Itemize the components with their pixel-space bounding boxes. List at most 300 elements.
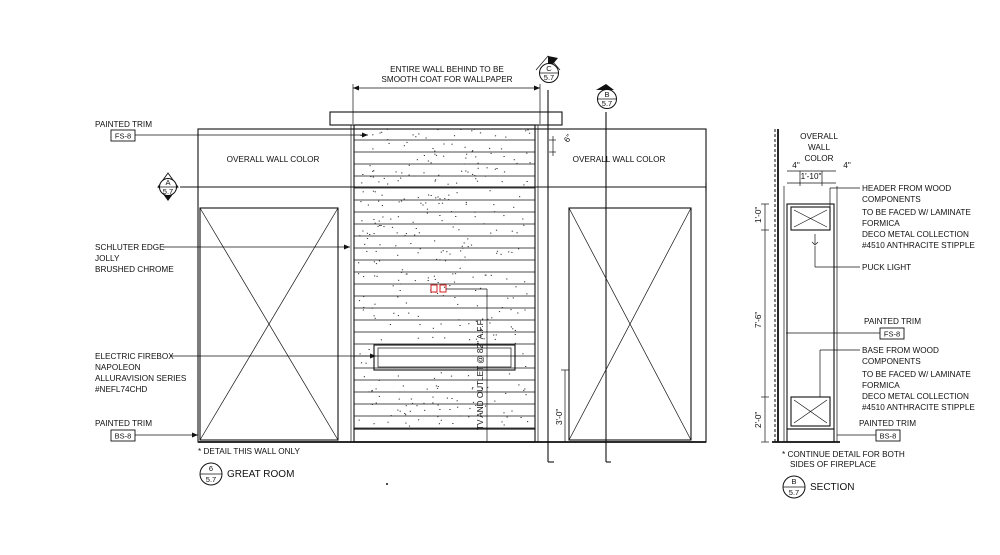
- texture-speck: [418, 133, 419, 134]
- section-view-sheet: 5.7: [788, 488, 800, 497]
- texture-speck: [468, 323, 469, 324]
- texture-speck: [423, 172, 424, 173]
- texture-speck: [375, 318, 376, 319]
- texture-speck: [376, 263, 377, 264]
- texture-speck: [443, 250, 444, 251]
- texture-speck: [376, 403, 377, 404]
- texture-speck: [501, 421, 502, 422]
- texture-speck: [515, 334, 516, 335]
- texture-speck: [442, 220, 443, 221]
- texture-speck: [503, 412, 504, 413]
- texture-speck: [468, 246, 469, 247]
- texture-speck: [378, 201, 379, 202]
- painted-trim-bottom-tag: BS-8: [114, 431, 132, 441]
- texture-speck: [448, 195, 449, 196]
- texture-speck: [457, 192, 458, 193]
- texture-speck: [521, 417, 522, 418]
- texture-speck: [359, 235, 360, 236]
- texture-speck: [460, 129, 461, 130]
- texture-speck: [507, 298, 508, 299]
- header-note-5: DECO METAL COLLECTION: [862, 230, 969, 239]
- texture-speck: [367, 238, 368, 239]
- texture-speck: [401, 172, 402, 173]
- texture-speck: [512, 231, 513, 232]
- texture-speck: [449, 285, 450, 286]
- schluter-line-3: BRUSHED CHROME: [95, 265, 174, 274]
- texture-speck: [477, 305, 478, 306]
- detail-note: * DETAIL THIS WALL ONLY: [198, 447, 300, 456]
- firebox-line-2: NAPOLEON: [95, 363, 141, 372]
- texture-speck: [393, 285, 394, 286]
- texture-speck: [367, 233, 368, 234]
- texture-speck: [449, 254, 450, 255]
- texture-speck: [505, 137, 506, 138]
- texture-speck: [418, 338, 419, 339]
- texture-speck: [464, 257, 465, 258]
- texture-speck: [478, 163, 479, 164]
- texture-speck: [374, 233, 375, 234]
- texture-speck: [437, 129, 438, 130]
- texture-speck: [405, 414, 406, 415]
- texture-speck: [432, 337, 433, 338]
- texture-speck: [487, 167, 488, 168]
- texture-speck: [461, 171, 462, 172]
- texture-speck: [435, 197, 436, 198]
- header-mantel: [330, 112, 562, 125]
- texture-speck: [505, 393, 506, 394]
- texture-speck: [436, 385, 437, 386]
- texture-speck: [495, 135, 496, 136]
- firebox-line-1: ELECTRIC FIREBOX: [95, 352, 174, 361]
- marker-b-sheet: 5.7: [601, 99, 613, 108]
- texture-speck: [475, 216, 476, 217]
- texture-speck: [475, 290, 476, 291]
- texture-speck: [437, 416, 438, 417]
- texture-speck: [374, 261, 375, 262]
- texture-speck: [524, 281, 525, 282]
- texture-speck: [473, 402, 474, 403]
- texture-speck: [418, 197, 419, 198]
- texture-speck: [472, 388, 473, 389]
- texture-speck: [458, 319, 459, 320]
- texture-speck: [399, 392, 400, 393]
- texture-speck: [460, 325, 461, 326]
- texture-speck: [434, 151, 435, 152]
- texture-speck: [514, 159, 515, 160]
- puck-light-label: PUCK LIGHT: [862, 263, 912, 272]
- texture-speck: [451, 376, 452, 377]
- texture-speck: [445, 260, 446, 261]
- texture-speck: [485, 406, 486, 407]
- texture-speck: [406, 142, 407, 143]
- texture-speck: [398, 280, 399, 281]
- texture-speck: [427, 389, 428, 390]
- texture-speck: [406, 233, 407, 234]
- texture-speck: [471, 130, 472, 131]
- marker-a-letter: A: [165, 178, 171, 187]
- texture-speck: [406, 274, 407, 275]
- panel-lines: [354, 140, 535, 428]
- texture-speck: [369, 349, 370, 350]
- texture-speck: [526, 394, 527, 395]
- texture-speck: [524, 310, 525, 311]
- texture-speck: [447, 398, 448, 399]
- texture-speck: [395, 245, 396, 246]
- texture-speck: [409, 165, 410, 166]
- texture-speck: [454, 135, 455, 136]
- texture-speck: [391, 415, 392, 416]
- texture-speck: [375, 223, 376, 224]
- view-title-section: [783, 476, 854, 498]
- section-marker-c: [536, 56, 560, 462]
- texture-speck: [425, 202, 426, 203]
- texture-speck: [358, 262, 359, 263]
- texture-speck: [432, 148, 433, 149]
- texture-speck: [362, 231, 363, 232]
- dim-mid-height: 7'-6": [754, 311, 763, 328]
- texture-speck: [420, 248, 421, 249]
- texture-speck: [465, 171, 466, 172]
- texture-speck: [397, 297, 398, 298]
- texture-speck: [467, 172, 468, 173]
- texture-speck: [370, 165, 371, 166]
- texture-speck: [369, 234, 370, 235]
- marker-a-sheet: 5.7: [162, 187, 174, 196]
- texture-speck: [406, 303, 407, 304]
- texture-speck: [419, 324, 420, 325]
- base-note-1: BASE FROM WOOD: [862, 346, 939, 355]
- outlet-right: [440, 285, 446, 292]
- texture-speck: [439, 215, 440, 216]
- texture-speck: [402, 269, 403, 270]
- texture-speck: [382, 195, 383, 196]
- view-title-great-room: [200, 463, 294, 485]
- texture-speck: [397, 410, 398, 411]
- texture-speck: [444, 198, 445, 199]
- texture-speck: [368, 391, 369, 392]
- painted-trim-mid-label: PAINTED TRIM: [864, 317, 922, 326]
- marker-c-sheet: 5.7: [543, 73, 555, 82]
- texture-speck: [508, 251, 509, 252]
- texture-speck: [390, 219, 391, 220]
- texture-speck: [454, 282, 455, 283]
- texture-speck: [494, 401, 495, 402]
- texture-speck: [474, 212, 475, 213]
- texture-speck: [478, 168, 479, 169]
- texture-speck: [527, 421, 528, 422]
- texture-speck: [435, 181, 436, 182]
- schluter-line-1: SCHLUTER EDGE: [95, 243, 165, 252]
- texture-speck: [435, 179, 436, 180]
- texture-speck: [412, 403, 413, 404]
- texture-speck: [383, 226, 384, 227]
- smooth-coat-note-2: SMOOTH COAT FOR WALLPAPER: [381, 75, 513, 84]
- texture-speck: [507, 417, 508, 418]
- texture-speck: [503, 215, 504, 216]
- dim-six-inch: 6": [562, 132, 574, 145]
- texture-speck: [393, 313, 394, 314]
- texture-speck: [517, 313, 518, 314]
- texture-speck: [472, 174, 473, 175]
- texture-speck: [400, 178, 401, 179]
- texture-speck: [380, 133, 381, 134]
- continue-note-2: SIDES OF FIREPLACE: [790, 460, 876, 469]
- texture-speck: [379, 221, 380, 222]
- texture-speck: [485, 275, 486, 276]
- texture-speck: [441, 372, 442, 373]
- texture-speck: [409, 426, 410, 427]
- texture-speck: [495, 169, 496, 170]
- texture-speck: [388, 422, 389, 423]
- texture-speck: [468, 416, 469, 417]
- texture-speck: [381, 339, 382, 340]
- texture-speck: [408, 313, 409, 314]
- dim-width: 1'-10": [800, 172, 822, 181]
- texture-speck: [443, 295, 444, 296]
- texture-speck: [379, 244, 380, 245]
- texture-speck: [382, 217, 383, 218]
- texture-speck: [439, 259, 440, 260]
- texture-speck: [457, 407, 458, 408]
- texture-speck: [466, 204, 467, 205]
- texture-speck: [436, 155, 437, 156]
- texture-speck: [504, 171, 505, 172]
- texture-speck: [400, 284, 401, 285]
- texture-speck: [467, 238, 468, 239]
- texture-speck: [466, 202, 467, 203]
- texture-speck: [512, 328, 513, 329]
- wall-color-left: OVERALL WALL COLOR: [226, 155, 320, 164]
- texture-speck: [511, 326, 512, 327]
- texture-speck: [475, 156, 476, 157]
- texture-speck: [460, 250, 461, 251]
- texture-speck: [434, 154, 435, 155]
- texture-speck: [359, 420, 360, 421]
- texture-speck: [387, 129, 388, 130]
- dim-header-height: 1'-0": [754, 206, 763, 223]
- texture-speck: [379, 380, 380, 381]
- texture-speck: [399, 399, 400, 400]
- texture-speck: [491, 275, 492, 276]
- texture-speck: [469, 408, 470, 409]
- texture-speck: [401, 272, 402, 273]
- texture-speck: [451, 211, 452, 212]
- base-note-6: #4510 ANTHRACITE STIPPLE: [862, 403, 975, 412]
- texture-speck: [530, 162, 531, 163]
- painted-trim-mid-tag: FS-8: [883, 329, 901, 339]
- texture-speck: [376, 388, 377, 389]
- texture-speck: [523, 390, 524, 391]
- wall-color-right: OVERALL WALL COLOR: [572, 155, 666, 164]
- texture-speck: [435, 279, 436, 280]
- texture-speck: [527, 130, 528, 131]
- texture-speck: [423, 403, 424, 404]
- texture-speck: [437, 293, 438, 294]
- texture-speck: [502, 181, 503, 182]
- texture-speck: [496, 168, 497, 169]
- texture-speck: [404, 145, 405, 146]
- view-name: GREAT ROOM: [227, 469, 295, 480]
- texture-speck: [410, 411, 411, 412]
- texture-speck: [382, 205, 383, 206]
- texture-speck: [490, 190, 491, 191]
- texture-speck: [404, 199, 405, 200]
- texture-speck: [375, 191, 376, 192]
- texture-speck: [427, 209, 428, 210]
- texture-speck: [529, 133, 530, 134]
- texture-speck: [454, 297, 455, 298]
- texture-speck: [359, 300, 360, 301]
- dim-top-right: 4": [843, 161, 851, 170]
- texture-speck: [438, 405, 439, 406]
- texture-speck: [522, 219, 523, 220]
- texture-speck: [432, 402, 433, 403]
- texture-speck: [439, 423, 440, 424]
- texture-speck: [389, 143, 390, 144]
- texture-speck: [415, 136, 416, 137]
- texture-speck: [364, 376, 365, 377]
- texture-speck: [518, 384, 519, 385]
- texture-speck: [517, 232, 518, 233]
- texture-speck: [372, 404, 373, 405]
- texture-speck: [460, 416, 461, 417]
- texture-speck: [373, 219, 374, 220]
- texture-speck: [376, 251, 377, 252]
- texture-speck: [443, 156, 444, 157]
- texture-speck: [480, 132, 481, 133]
- texture-speck: [487, 319, 488, 320]
- texture-speck: [398, 180, 399, 181]
- texture-speck: [523, 184, 524, 185]
- texture-speck: [473, 277, 474, 278]
- texture-speck: [387, 184, 388, 185]
- texture-speck: [457, 304, 458, 305]
- texture-speck: [398, 216, 399, 217]
- texture-speck: [489, 323, 490, 324]
- marker-c-letter: C: [546, 64, 552, 73]
- texture-speck: [398, 315, 399, 316]
- texture-speck: [493, 204, 494, 205]
- texture-speck: [496, 253, 497, 254]
- texture-speck: [405, 423, 406, 424]
- texture-speck: [527, 181, 528, 182]
- texture-speck: [438, 175, 439, 176]
- view-number: 6: [208, 464, 214, 473]
- texture-speck: [434, 378, 435, 379]
- texture-speck: [397, 232, 398, 233]
- header-note-1: HEADER FROM WOOD: [862, 184, 952, 193]
- texture-speck: [519, 196, 520, 197]
- texture-speck: [387, 139, 388, 140]
- texture-speck: [446, 251, 447, 252]
- firebox-line-4: #NEFL74CHD: [95, 385, 148, 394]
- texture-speck: [428, 277, 429, 278]
- texture-speck: [524, 389, 525, 390]
- texture-speck: [414, 235, 415, 236]
- texture-speck: [418, 252, 419, 253]
- texture-speck: [496, 334, 497, 335]
- texture-speck: [415, 280, 416, 281]
- texture-speck: [416, 405, 417, 406]
- texture-speck: [472, 387, 473, 388]
- texture-speck: [465, 147, 466, 148]
- texture-speck: [504, 156, 505, 157]
- texture-speck: [485, 176, 486, 177]
- texture-speck: [491, 153, 492, 154]
- smooth-coat-note-1: ENTIRE WALL BEHIND TO BE: [390, 65, 504, 74]
- texture-speck: [374, 275, 375, 276]
- texture-speck: [444, 287, 445, 288]
- texture-speck: [358, 273, 359, 274]
- section-marker-a: [158, 173, 706, 201]
- texture-speck: [439, 409, 440, 410]
- base-note-2: COMPONENTS: [862, 357, 921, 366]
- section-view-name: SECTION: [810, 482, 855, 493]
- texture-speck: [457, 400, 458, 401]
- texture-speck: [464, 243, 465, 244]
- great-room-elevation: [95, 56, 706, 485]
- texture-speck: [474, 175, 475, 176]
- texture-speck: [422, 205, 423, 206]
- texture-speck: [431, 162, 432, 163]
- texture-speck: [379, 225, 380, 226]
- texture-speck: [361, 220, 362, 221]
- section-marker-b: [596, 84, 617, 462]
- texture-speck: [363, 307, 364, 308]
- texture-speck: [378, 226, 379, 227]
- header-note-4: FORMICA: [862, 219, 900, 228]
- texture-speck: [497, 251, 498, 252]
- texture-speck: [399, 201, 400, 202]
- texture-speck: [368, 205, 369, 206]
- continue-note-1: * CONTINUE DETAIL FOR BOTH: [782, 450, 905, 459]
- texture-speck: [518, 248, 519, 249]
- section-view-letter: B: [791, 477, 797, 486]
- texture-speck: [400, 290, 401, 291]
- texture-speck: [372, 171, 373, 172]
- texture-speck: [361, 362, 362, 363]
- view-sheet: 5.7: [205, 475, 217, 484]
- texture-speck: [363, 191, 364, 192]
- texture-speck: [428, 161, 429, 162]
- texture-speck: [426, 138, 427, 139]
- texture-speck: [413, 134, 414, 135]
- texture-speck: [526, 153, 527, 154]
- texture-speck: [427, 213, 428, 214]
- texture-speck: [509, 373, 510, 374]
- texture-speck: [366, 363, 367, 364]
- texture-speck: [491, 317, 492, 318]
- texture-speck: [448, 199, 449, 200]
- texture-speck: [493, 335, 494, 336]
- texture-speck: [371, 391, 372, 392]
- texture-speck: [418, 316, 419, 317]
- texture-speck: [361, 182, 362, 183]
- texture-speck: [379, 260, 380, 261]
- texture-speck: [483, 223, 484, 224]
- texture-speck: [428, 195, 429, 196]
- texture-speck: [506, 279, 507, 280]
- dim-top-left: 4": [792, 161, 800, 170]
- header-note-3: TO BE FACED W/ LAMINATE: [862, 208, 971, 217]
- texture-speck: [418, 419, 419, 420]
- texture-speck: [452, 144, 453, 145]
- texture-speck: [526, 293, 527, 294]
- texture-speck: [452, 273, 453, 274]
- texture-speck: [444, 337, 445, 338]
- section-wall-color-1: OVERALL: [800, 132, 838, 141]
- texture-speck: [515, 330, 516, 331]
